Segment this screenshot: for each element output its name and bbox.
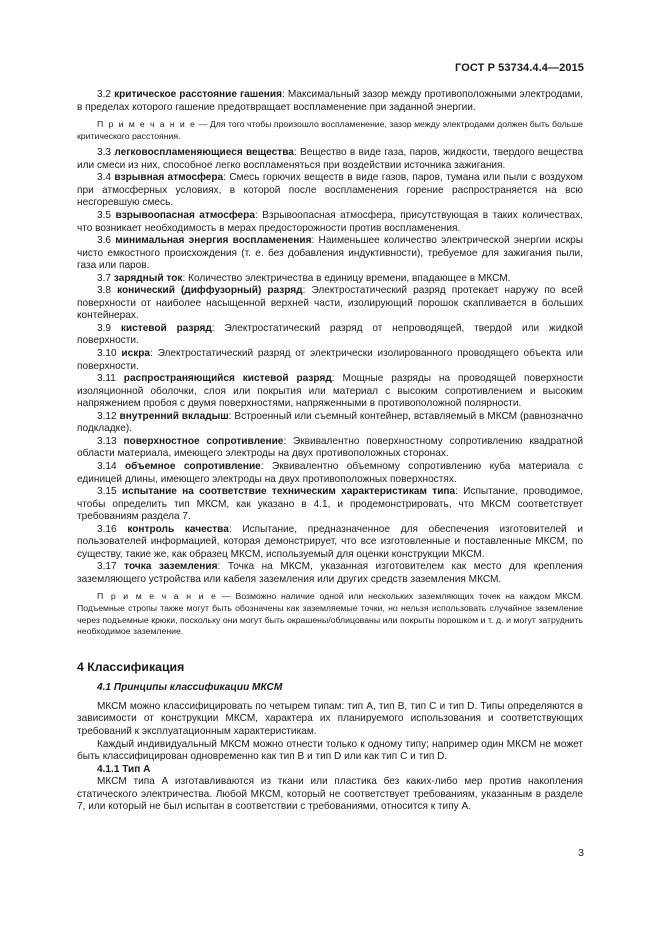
definition-separator: :	[254, 210, 263, 222]
definition-item	[77, 285, 583, 323]
definition-item	[77, 273, 583, 286]
definition-item	[77, 411, 583, 436]
definition-item	[77, 147, 583, 172]
definition-text: Испытание, проводимое, чтобы определить тип МКСМ, как указано в 4.1, и продемонстрировать, что МКСМ соответствует требованиям раздела 7.	[77, 486, 583, 523]
definition-term: поверхностное сопротивление	[123, 435, 284, 447]
definition-term: конический (диффузорный) разряд	[117, 285, 303, 297]
definition-text: Электростатический разряд от электрически изолированного проводящего объекта или поверхности.	[77, 348, 583, 372]
definition-number: 3.9	[97, 322, 112, 334]
definition-text: Встроенный или съемный контейнер, вставляемый в МКСМ (равнозначно подкладке).	[77, 410, 584, 435]
definition-separator: :	[211, 322, 225, 334]
definition-text: Электростатический разряд протекает наружу по всей поверхности от наиболее насыщенной верхней части, изолирующий порошок скапливается в больших контейнерах.	[77, 285, 583, 322]
definition-term: распространяющийся кистевой разряд	[123, 373, 332, 385]
definition-number: 3.11	[97, 373, 116, 385]
definition-item	[77, 486, 583, 524]
definition-term: испытание на соответствие техническим характеристикам типа	[121, 486, 456, 498]
definition-text: Электростатический разряд от непроводящей, твердой или жидкой поверхности.	[77, 322, 583, 347]
definition-text: Эквивалентно поверхностному сопротивлению квадратной области материала, имеющего электроды на двух противоположных сторонах.	[77, 435, 583, 460]
definition-text: Вещество в виде газа, паров, жидкости, твердого вещества или смеси из них, способное легко воспламеняться при воздействии источника зажигания.	[77, 147, 583, 171]
classification-paragraph: Каждый индивидуальный МКСМ можно отнести только к одному типу; например один МКСМ не может быть классифицирован одновременно как тип В и тип D или как тип С и тип D.	[77, 738, 583, 763]
definition-item	[77, 461, 583, 486]
definition-item	[77, 323, 583, 348]
definition-number: 3.5	[97, 210, 112, 222]
definition-separator: :	[293, 147, 300, 159]
definition-number: 3.16	[97, 523, 117, 535]
note	[77, 591, 583, 637]
definitions-list	[77, 89, 583, 643]
definition-item	[77, 348, 583, 373]
definition-separator: :	[282, 89, 288, 100]
definition-item	[77, 172, 583, 210]
definition-separator: :	[455, 486, 464, 498]
page-body	[77, 89, 583, 814]
definition-separator: :	[283, 435, 293, 447]
note-label: П р и м е ч а н и е	[97, 119, 197, 130]
definition-term: искра	[121, 348, 151, 360]
note-dash: —	[217, 591, 236, 602]
definition-text: Испытание, предназначенное для обеспечения изготовителей и пользователей информацией, которая демонстрирует, что все изготовленные и поставленные МКСМ, по существу, такие же, как образец МКСМ, используемый для оценки конструкции МКСМ.	[77, 523, 584, 560]
definition-number: 3.10	[97, 348, 117, 360]
page-number: 3	[578, 847, 584, 859]
standard-designation: ГОСТ Р 53734.4.4—2015	[455, 62, 584, 74]
definition-number: 3.14	[97, 460, 117, 472]
definition-text: Смесь горючих веществ в виде газов, паров, тумана или пыли с воздухом при атмосферных условиях, в которой после воспламенения горение распространяется на всю несгоревшую смесь.	[77, 172, 583, 209]
definition-item	[77, 524, 583, 562]
subsection-heading: 4.1 Принципы классификации МКСМ	[97, 682, 283, 694]
definition-separator: :	[217, 561, 228, 573]
definition-separator: :	[228, 523, 243, 535]
note-text: Возможно наличие одной или нескольких заземляющих точек на каждом МКСМ. Подъемные стропы также могут быть обозначены как заземляемые точки, но нельзя использовать случайное заземление через подъемные крюки, поскольку они могут быть окрашены/облицованы или покрыты порошком и т. д. и могут затруднить необходимое заземление.	[77, 591, 583, 637]
definition-number: 3.2	[97, 89, 112, 100]
definition-text: Взрывоопасная атмосфера, присутствующая в таких количествах, что возникает необходимость в мерах предосторожности против воспламенения.	[77, 210, 583, 234]
definition-separator: :	[223, 172, 230, 184]
definition-term: взрывоопасная атмосфера	[115, 210, 255, 222]
definition-item	[77, 89, 583, 114]
definition-text: Максимальный зазор между противоположными электродами, в пределах которого гашение предотвращает воспламенение при заданной энергии.	[77, 89, 584, 113]
definition-term: точка заземления	[124, 561, 218, 573]
definition-number: 3.12	[97, 410, 117, 422]
type-a-paragraph: МКСМ типа А изготавливаются из ткани или пластика без каких-либо мер против накопления статического электричества. Любой МКСМ, который не соответствует требованиям, указанным в разделе 7, или который не был испытан в соответствии с требованиями, относится к типу А.	[77, 776, 583, 813]
definition-text: Эквивалентно объемному сопротивлению куба материала с единицей длины, имеющего электроды на двух противоположных поверхностях.	[77, 460, 583, 485]
definition-term: зарядный ток	[113, 272, 183, 284]
definition-separator: :	[228, 410, 235, 422]
definition-item	[77, 436, 583, 461]
definition-separator: :	[182, 272, 189, 284]
definition-separator: :	[331, 373, 343, 385]
definition-text: Наименьшее количество электрической энергии искры чисто емкостного происхождения (т. е. без добавления индуктивности), требуемое для зажигания пыли, газа или паров.	[77, 235, 583, 272]
section-heading: 4 Классификация	[77, 659, 185, 674]
definition-number: 3.13	[97, 435, 117, 447]
definition-separator: :	[302, 285, 312, 297]
definition-separator: :	[311, 235, 319, 247]
definition-separator: :	[150, 348, 158, 360]
definition-item	[77, 235, 583, 273]
subsubsection-heading: 4.1.1 Тип А	[97, 763, 151, 775]
definition-item	[77, 373, 583, 411]
definition-number: 3.7	[97, 272, 112, 284]
definition-term: взрывная атмосфера	[114, 172, 224, 184]
definition-number: 3.8	[97, 285, 112, 297]
definition-item	[77, 561, 583, 586]
definition-text: Количество электричества в единицу времени, впадающее в МКСМ.	[188, 272, 511, 284]
definition-text: Мощные разряды на проводящей поверхности изоляционной оболочки, слоя или покрытия или материал с высоким сопротивлением и высоким напряжением пробоя с двумя поверхностями, напряженными в противоположной полярности.	[77, 373, 584, 410]
definition-number: 3.6	[97, 235, 112, 247]
definition-term: кистевой разряд	[120, 322, 212, 334]
definition-separator: :	[260, 460, 272, 472]
definition-term: минимальная энергия воспламенения	[115, 235, 312, 247]
definition-term: внутренний вкладыш	[119, 410, 229, 422]
definition-term: критическое расстояние гашения	[114, 89, 283, 100]
definition-text: Точка на МКСМ, указанная изготовителем как место для крепления заземляющего устройства или кабеля заземления или других средств заземления МКСМ.	[77, 561, 584, 585]
note	[77, 119, 583, 142]
definition-term: легковоспламеняющиеся вещества	[114, 147, 294, 159]
definition-number: 3.15	[97, 486, 117, 498]
definition-item	[77, 210, 583, 235]
note-text: Для того чтобы произошло воспламенение, зазор между электродами должен быть больше критического расстояния.	[77, 119, 583, 141]
note-label: П р и м е ч а н и е	[97, 591, 218, 602]
definition-term: объемное сопротивление	[125, 460, 261, 472]
definition-number: 3.3	[97, 147, 112, 159]
definition-number: 3.4	[97, 172, 112, 184]
classification-paragraph: МКСМ можно классифицировать по четырем типам: тип А, тип В, тип С и тип D. Типы определяются в зависимости от конструкции МКСМ, характера их планируемого использования и соответствующих требований к эксплуатационным характеристикам.	[77, 700, 583, 737]
definition-number: 3.17	[97, 561, 117, 573]
note-dash: —	[196, 119, 210, 130]
definition-term: контроль качества	[127, 523, 229, 535]
